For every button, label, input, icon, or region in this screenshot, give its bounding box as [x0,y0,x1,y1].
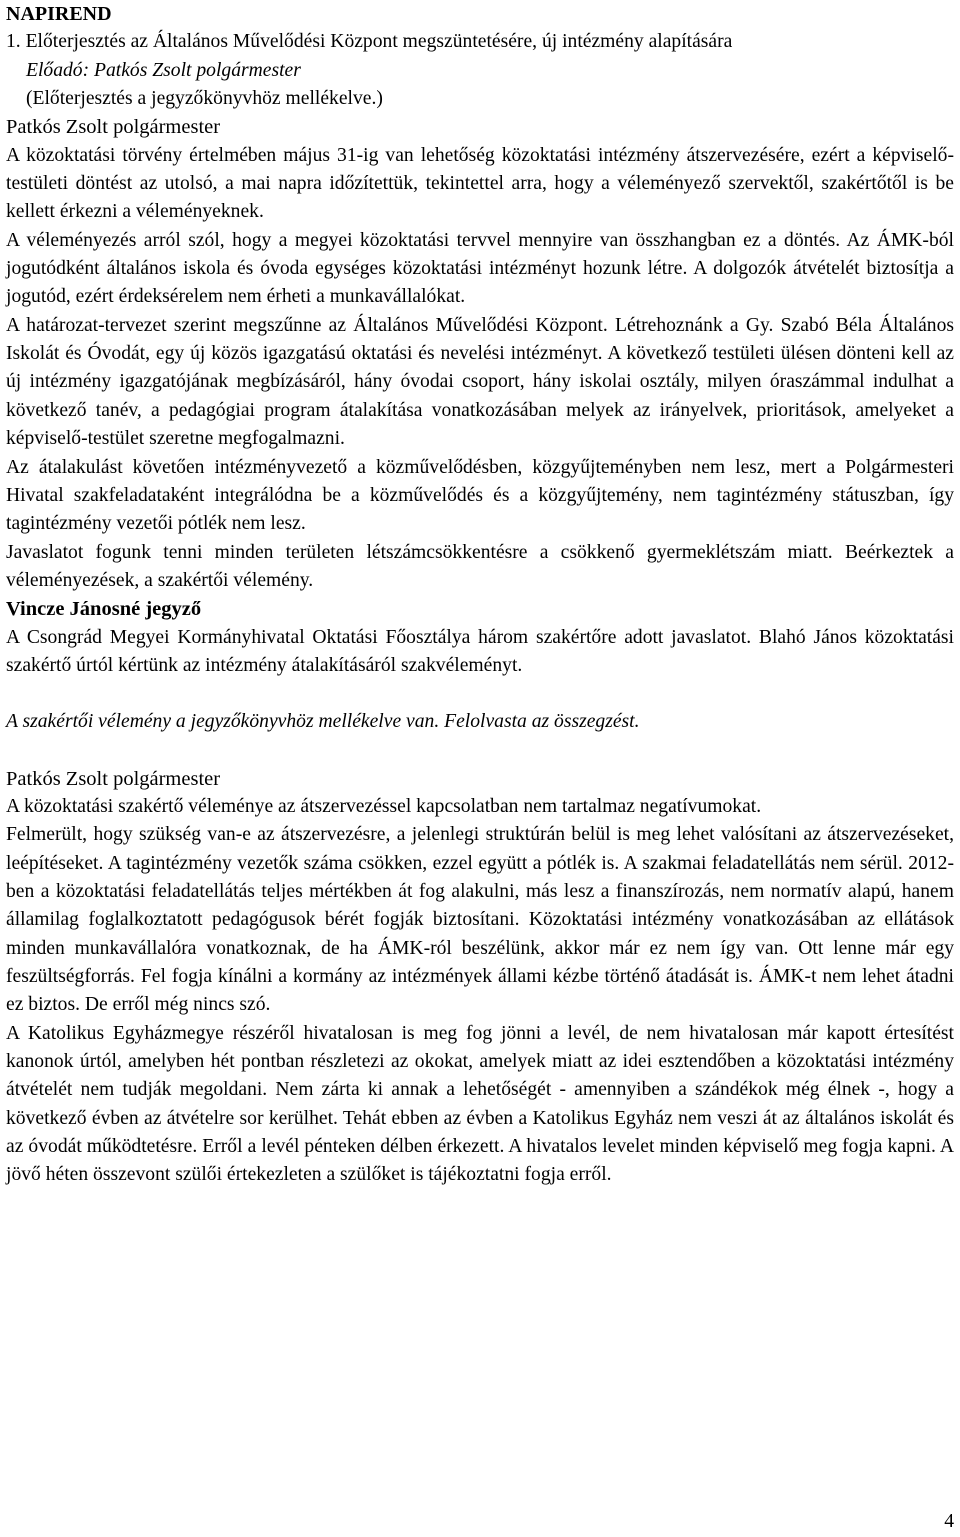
paragraph: Javaslatot fogunk tenni minden területen létszámcsökkentésre a csökkenő gyermeklétszám miatt. Beérkeztek a véleményezések, a szakértői vélemény. [6,541,954,591]
italic-note: A szakértői vélemény a jegyzőkönyvhöz mellékelve van. Felolvasta az összegzést. [6,711,640,733]
paragraph: A véleményezés arról szól, hogy a megyei közoktatási tervvel mennyire van összhangban ez a döntés. Az ÁMK-ból jogutódként általános iskola és óvoda egységes közoktatási intézményt hozunk létre. A dolgozók átvételét biztosítja a jogutód, ezért érdeksérelem nem érheti a munkavállalókat. [6,229,954,308]
agenda-heading: NAPIREND [6,3,112,25]
speaker-name: Vincze Jánosné jegyző [6,598,202,621]
document-body [6,0,954,1190]
paragraph: Felmerült, hogy szükség van-e az átszervezésre, a jelenlegi struktúrán belül is meg lehet valósítani az átszervezéseket, leépítéseket. A tagintézmény vezetők száma csökken, ezzel együtt a pótlék is. A szakmai feladatellátás nem sérül. 2012-ben a közoktatási feladatellátás teljes mértékben át fog alakulni, más lesz a finanszírozás, nem normatív alapú, hanem államilag foglalkoztatott pedagógusok bérét fogják biztosítani. Közoktatási intézmény vonatkozásában az ellátások minden munkavállalóra vonatkoznak, de ha ÁMK-ról beszélünk, akkor már ez nem így van. Ott lenne már egy feszültségforrás. Fel fogja kínálni a kormány az intézmények állami kézbe történő átadását is. ÁMK-t nem lehet átadni ez biztos. De erről még nincs szó. [6,824,954,1016]
agenda-presenter: Előadó: Patkós Zsolt polgármester [26,59,301,81]
agenda-attachment-note: (Előterjesztés a jegyzőkönyvhöz mellékelve.) [26,88,383,110]
speaker-name: Patkós Zsolt polgármester [6,767,221,790]
spacer [6,680,954,708]
paragraph: A közoktatási törvény értelmében május 31-ig van lehetőség közoktatási intézmény átszervezésére, ezért a képviselő-testületi döntést az utolsó, a mai napra időzítettük, tekintettel arra, hogy a véleményező szervektől, szakértőtől is be kellett érkezni a véleményeknek. [6,144,954,223]
paragraph: A Csongrád Megyei Kormányhivatal Oktatási Főosztálya három szakértőre adott javaslatot. Blahó János közoktatási szakértő úrtól kértünk az intézmény átalakításáról szakvéleményt. [6,626,954,676]
speaker-name: Patkós Zsolt polgármester [6,116,221,139]
agenda-item: 1. Előterjesztés az Általános Művelődési Központ megszüntetésére, új intézmény alapítására [6,31,733,53]
paragraph: A közoktatási szakértő véleménye az átszervezéssel kapcsolatban nem tartalmaz negatívumokat. [6,795,762,817]
page-number: 4 [944,1511,954,1532]
paragraph: A Katolikus Egyházmegye részéről hivatalosan is meg fog jönni a levél, de nem hivatalosan már kapott értesítést kanonok úrtól, amelyben hét pontban részletezi az okokat, amelyek miatt az idei esztendőben a közoktatási intézmény átvételét nem tudják megoldani. Nem zárta ki annak a lehetőségét - amennyiben a szándékok még élnek -, hogy a következő évben az átvételre sor kerülhet. Tehát ebben az évben a Katolikus Egyház nem veszi át az általános iskolát és az óvodát működtetésre. Erről a levél pénteken délben érkezett. A hivatalos levelet minden képviselő meg fogja kapni. A jövő héten összevont szülői értekezleten a szülőket is tájékoztatni fogja erről. [6,1022,954,1186]
paragraph: A határozat-tervezet szerint megszűnne az Általános Művelődési Központ. Létrehoznánk a Gy. Szabó Béla Általános Iskolát és Óvodát, egy új közös igazgatású oktatási és nevelési intézményt. A következő testületi ülésen dönteni kell az új intézmény igazgatójának megbízásáról, hány óvodai csoport, hány iskolai osztály, milyen óraszámmal indulhat a következő tanév, a pedagógiai program átalakítása vonatkozásában melyek az irányelvek, prioritások, amelyeket a képviselő-testület szeretne megfogalmazni. [6,314,954,450]
spacer [6,737,954,765]
paragraph: Az átalakulást követően intézményvezető a közművelődésben, közgyűjteményben nem lesz, mert a Polgármesteri Hivatal szakfeladataként integrálódna be a közművelődés és a közgyűjtemény, nem tagintézmény státuszban, így tagintézmény vezetői pótlék nem lesz. [6,456,954,535]
